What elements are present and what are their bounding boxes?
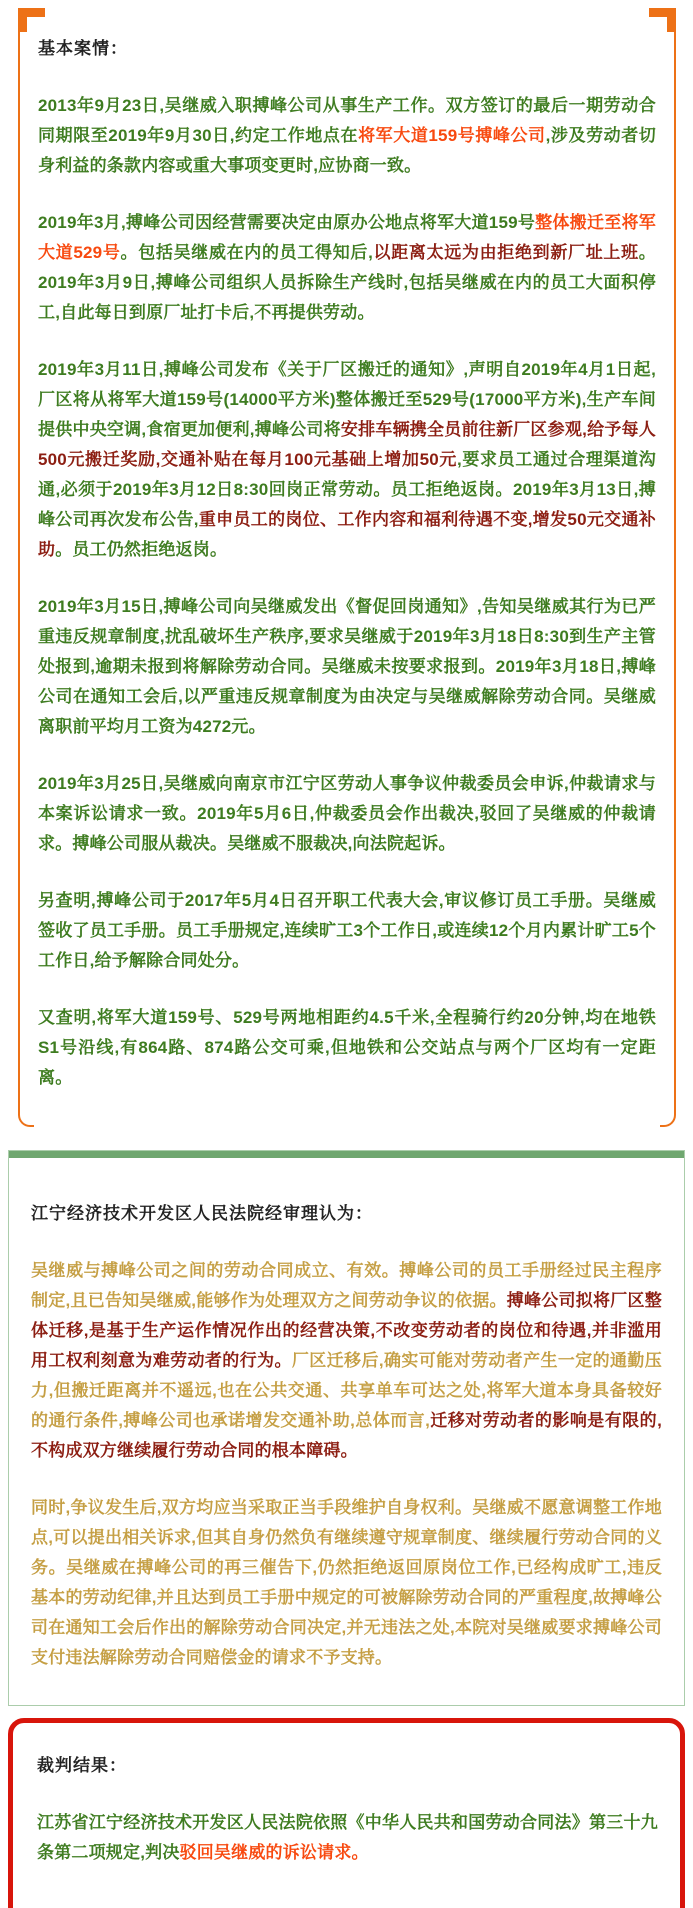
text-run-orange: 将军大道159号搏峰公司 <box>358 126 546 145</box>
case-facts-paragraph-5 <box>38 769 656 859</box>
text-run-green: ,涉及劳动者切身利益的条款内容或重大事项变更时,应协商一致。 <box>38 126 657 175</box>
text-run-maroon: 迁移对劳动者的影响是有限的,不构成双方继续履行劳动合同的根本障碍。 <box>31 1411 662 1460</box>
judgment-box <box>8 1718 685 1908</box>
text-run-maroon: 以距离太远为由拒绝到新厂址上班 <box>373 243 639 262</box>
court-opinion-heading: 江宁经济技术开发区人民法院经审理认为： <box>31 1204 373 1223</box>
case-facts-box <box>18 8 676 1127</box>
case-facts-paragraph-1 <box>38 91 656 181</box>
text-run-gold: 吴继威与搏峰公司之间的劳动合同成立、有效。搏峰公司的员工手册经过民主程序制定,且已告知吴继威,能够作为处理双方之间劳动争议的依据。 <box>31 1261 662 1310</box>
case-facts-paragraph-2 <box>38 208 656 328</box>
judgment-heading: 裁判结果： <box>37 1756 127 1775</box>
text-run-green: 。员工仍然拒绝返岗。 <box>55 540 228 559</box>
court-opinion-box <box>8 1150 685 1706</box>
text-run-green: 2019年3月11日,搏峰公司发布《关于厂区搬迁的通知》,声明自2019年4月1日起,厂区将从将军大道159号(14000平方米)整体搬迁至529号(17000平方米),生产车间提供中央空调,食宿更加便利,搏峰公司将 <box>38 360 656 439</box>
text-run-green: 。2019年3月9日,搏峰公司组织人员拆除生产线时,包括吴继威在内的员工大面积停工,自此每日到原厂址打卡后,不再提供劳动。 <box>38 243 656 322</box>
judgment-paragraph-1 <box>37 1808 658 1868</box>
case-facts-paragraph-3 <box>38 355 656 565</box>
green-top-bar <box>9 1151 684 1158</box>
court-opinion-content <box>9 1158 684 1705</box>
text-run-orange: 整体搬迁至将军大道529号 <box>38 213 656 262</box>
case-facts-paragraph-4 <box>38 592 656 742</box>
text-run-maroon: 重申员工的岗位、工作内容和福利待遇不变,增发50元交通补助 <box>38 510 656 559</box>
text-run-maroon: 搏峰公司拟将厂区整体迁移,是基于生产运作情况作出的经营决策,不改变劳动者的岗位和待遇,并非滥用用工权利刻意为难劳动者的行为。 <box>31 1291 662 1370</box>
court-opinion-paragraph-1 <box>31 1256 662 1466</box>
text-run-gold: 厂区迁移后,确实可能对劳动者产生一定的通勤压力,但搬迁距离并不遥远,也在公共交通、共享单车可达之处,将军大道本身具备较好的通行条件,搏峰公司也承诺增发交通补助,总体而言, <box>31 1351 663 1430</box>
case-facts-paragraph-6 <box>38 886 656 976</box>
text-run-green: 又查明,将军大道159号、529号两地相距约4.5千米,全程骑行约20分钟,均在地铁S1号沿线,有864路、874路公交可乘,但地铁和公交站点与两个厂区均有一定距离。 <box>38 1008 656 1087</box>
text-run-gold: 同时,争议发生后,双方均应当采取正当手段维护自身权利。吴继威不愿意调整工作地点,可以提出相关诉求,但其自身仍然负有继续遵守规章制度、继续履行劳动合同的义务。吴继威在搏峰公司的再三催告下,仍然拒绝返回原岗位工作,已经构成旷工,违反基本的劳动纪律,并且达到员工手册中规定的可被解除劳动合同的严重程度,故搏峰公司在通知工会后作出的解除劳动合同决定,并无违法之处,本院对吴继威要求搏峰公司支付违法解除劳动合同赔偿金的请求不予支持。 <box>31 1498 662 1667</box>
frame-edge-left <box>18 8 34 1127</box>
text-run-orange: 驳回吴继威的诉讼请求。 <box>179 1843 369 1862</box>
text-run-green: ,要求员工通过合理渠道沟通,必须于2019年3月12日8:30回岗正常劳动。员工拒绝返岗。2019年3月13日,搏峰公司再次发布公告, <box>38 450 656 529</box>
text-run-green: 。包括吴继威在内的员工得知后, <box>120 243 374 262</box>
case-facts-heading: 基本案情： <box>38 39 128 58</box>
frame-edge-right <box>660 8 676 1127</box>
case-facts-paragraph-7 <box>38 1003 656 1093</box>
text-run-green: 2019年3月,搏峰公司因经营需要决定由原办公地点将军大道159号 <box>38 213 536 232</box>
text-run-green: 2019年3月25日,吴继威向南京市江宁区劳动人事争议仲裁委员会申诉,仲裁请求与本案诉讼请求一致。2019年5月6日,仲裁委员会作出裁决,驳回了吴继威的仲裁请求。搏峰公司服从裁决。吴继威不服裁决,向法院起诉。 <box>38 774 656 853</box>
text-run-maroon: 安排车辆携全员前往新厂区参观,给予每人500元搬迁奖励,交通补贴在每月100元基础上增加50元 <box>38 420 656 469</box>
text-run-green: 另查明,搏峰公司于2017年5月4日召开职工代表大会,审议修订员工手册。吴继威签收了员工手册。员工手册规定,连续旷工3个工作日,或连续12个月内累计旷工5个工作日,给予解除合同处分。 <box>38 891 656 970</box>
court-opinion-paragraph-2 <box>31 1493 662 1673</box>
text-run-green: 江苏省江宁经济技术开发区人民法院依照《中华人民共和国劳动合同法》第三十九条第二项规定,判决 <box>37 1813 658 1862</box>
text-run-green: 2019年3月15日,搏峰公司向吴继威发出《督促回岗通知》,告知吴继威其行为已严重违反规章制度,扰乱破坏生产秩序,要求吴继威于2019年3月18日8:30到生产主管处报到,逾期未报到将解除劳动合同。吴继威未按要求报到。2019年3月18日,搏峰公司在通知工会后,以严重违反规章制度为由决定与吴继威解除劳动合同。吴继威离职前平均月工资为4272元。 <box>38 597 656 736</box>
text-run-green: 2013年9月23日,吴继威入职搏峰公司从事生产工作。双方签订的最后一期劳动合同期限至2019年9月30日,约定工作地点在 <box>38 96 656 145</box>
